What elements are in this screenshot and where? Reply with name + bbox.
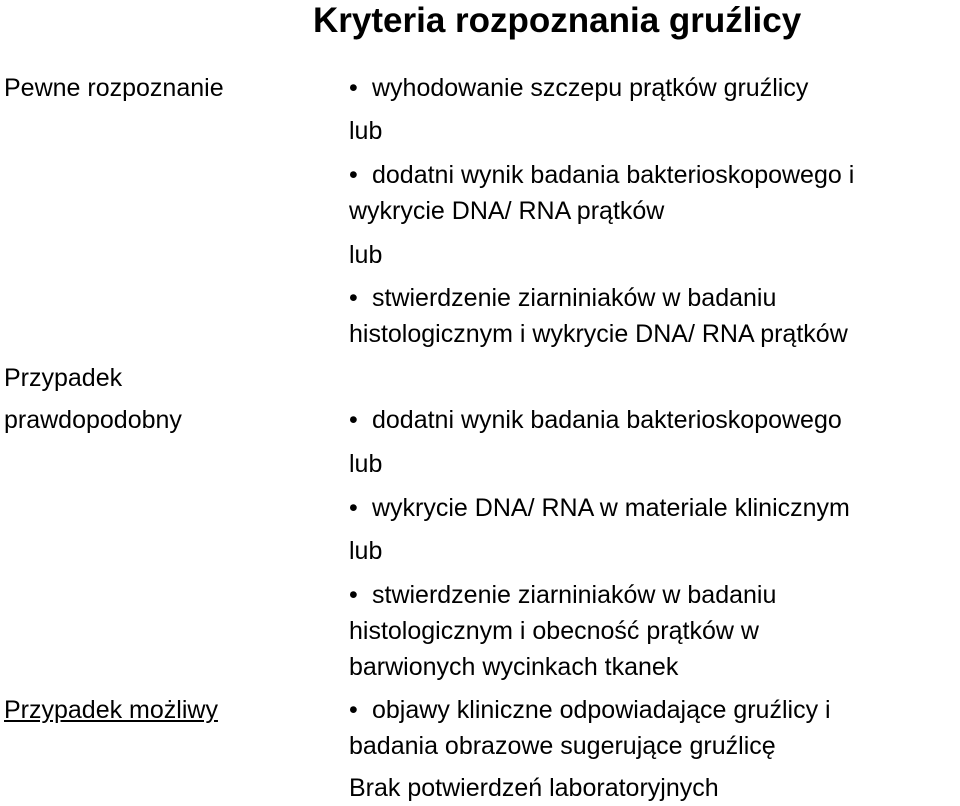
connector-or: lub — [349, 117, 383, 145]
criterion-text: stwierdzenie ziarniniaków w badaniu — [372, 581, 777, 609]
bullet: • — [349, 161, 358, 189]
criterion-text: dodatni wynik badania bakterioskopowego — [372, 406, 842, 434]
criterion-text: stwierdzenie ziarniniaków w badaniu — [372, 284, 777, 312]
bullet: • — [349, 284, 358, 312]
connector-or: lub — [349, 450, 383, 478]
bullet: • — [349, 406, 358, 434]
criterion-text-continued: badania obrazowe sugerujące gruźlicę — [349, 732, 776, 760]
page-title: Kryteria rozpoznania gruźlicy — [313, 1, 802, 40]
list-item — [349, 70, 808, 106]
bullet: • — [349, 74, 358, 102]
criterion-text: wykrycie DNA/ RNA w materiale klinicznym — [372, 494, 850, 522]
criterion-text: wyhodowanie szczepu prątków gruźlicy — [372, 74, 809, 102]
category-probable-line2: prawdopodobny — [4, 406, 182, 434]
connector-or: lub — [349, 537, 383, 565]
list-item — [349, 692, 831, 728]
possible-note: Brak potwierdzeń laboratoryjnych — [349, 774, 719, 802]
category-probable-line1: Przypadek — [4, 364, 123, 392]
category-certain: Pewne rozpoznanie — [4, 74, 224, 102]
list-item — [349, 280, 776, 316]
criterion-text: dodatni wynik badania bakterioskopowego i — [372, 161, 855, 189]
criterion-text: objawy kliniczne odpowiadające gruźlicy i — [372, 696, 831, 724]
criterion-text-continued: wykrycie DNA/ RNA prątków — [349, 197, 665, 225]
list-item — [349, 157, 854, 193]
bullet: • — [349, 581, 358, 609]
criterion-text-continued: barwionych wycinkach tkanek — [349, 653, 679, 681]
list-item — [349, 402, 842, 438]
criterion-text-continued: histologicznym i obecność prątków w — [349, 617, 759, 645]
bullet: • — [349, 696, 358, 724]
connector-or: lub — [349, 241, 383, 269]
bullet: • — [349, 494, 358, 522]
list-item — [349, 577, 776, 613]
criterion-text-continued: histologicznym i wykrycie DNA/ RNA prątków — [349, 320, 848, 348]
category-possible: Przypadek możliwy — [4, 696, 218, 724]
list-item — [349, 490, 850, 526]
